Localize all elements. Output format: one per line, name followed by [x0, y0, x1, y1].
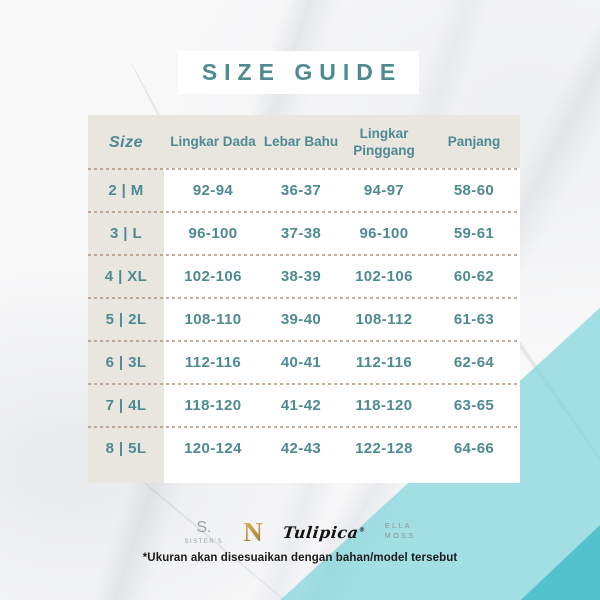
lebar-bahu-cell: 36-37	[280, 182, 322, 199]
lingkar-pinggang-cell: 108-112	[355, 311, 413, 328]
lingkar-pinggang-cell: 118-120	[355, 397, 413, 414]
sisters-logo	[184, 520, 223, 545]
sisters-mark: S.	[196, 518, 212, 536]
lingkar-dada-cell: 108-110	[184, 311, 242, 328]
size-table	[88, 115, 520, 483]
header-size: Size	[108, 133, 143, 151]
table-header-row	[88, 115, 520, 168]
size-cell: 8 | 5L	[105, 440, 147, 457]
gold-monogram-icon: N	[243, 516, 263, 547]
lingkar-dada-cell: 120-124	[184, 440, 242, 457]
ella-line2: MOSS	[384, 533, 416, 540]
lingkar-dada-cell: 102-106	[184, 268, 242, 285]
lingkar-pinggang-cell: 112-116	[355, 354, 413, 371]
lingkar-pinggang-cell: 96-100	[359, 225, 409, 242]
lingkar-dada-cell: 96-100	[188, 225, 238, 242]
lebar-bahu-cell: 38-39	[280, 268, 322, 285]
brand-logos	[0, 512, 600, 552]
header-panjang: Panjang	[447, 134, 501, 150]
table-row	[88, 299, 520, 340]
panjang-cell: 60-62	[453, 268, 495, 285]
tulipica-name: Tulipica	[281, 522, 360, 542]
tulipica-logo	[282, 523, 366, 542]
panjang-cell: 58-60	[453, 182, 495, 199]
table-row	[88, 213, 520, 254]
lingkar-dada-cell: 112-116	[184, 354, 242, 371]
size-cell: 6 | 3L	[105, 354, 147, 371]
header-lingkar-dada: Lingkar Dada	[170, 134, 256, 150]
size-cell: 2 | M	[108, 182, 144, 199]
registered-mark-icon: ®	[358, 526, 366, 534]
table-row	[88, 428, 520, 469]
table-row	[88, 170, 520, 211]
table-row	[88, 385, 520, 426]
sisters-name: SISTER'S	[184, 538, 224, 545]
size-cell: 7 | 4L	[105, 397, 147, 414]
table-row	[88, 342, 520, 383]
header-lebar-bahu: Lebar Bahu	[263, 134, 339, 150]
size-cell: 3 | L	[109, 225, 143, 242]
lebar-bahu-cell: 37-38	[280, 225, 322, 242]
lingkar-dada-cell: 118-120	[184, 397, 242, 414]
header-lingkar-pinggang: Lingkar Pinggang	[353, 125, 415, 158]
title-banner	[178, 51, 419, 94]
lebar-bahu-cell: 41-42	[280, 397, 322, 414]
footnote: *Ukuran akan disesuaikan dengan bahan/model tersebut	[142, 552, 458, 564]
lingkar-pinggang-cell: 102-106	[355, 268, 413, 285]
lebar-bahu-cell: 42-43	[280, 440, 322, 457]
size-cell: 4 | XL	[104, 268, 148, 285]
ella-moss-logo	[385, 522, 416, 543]
panjang-cell: 61-63	[453, 311, 495, 328]
page-title: SIZE GUIDE	[201, 59, 403, 85]
lingkar-pinggang-cell: 122-128	[355, 440, 413, 457]
lingkar-dada-cell: 92-94	[192, 182, 234, 199]
panjang-cell: 64-66	[453, 440, 495, 457]
table-row	[88, 256, 520, 297]
size-cell: 5 | 2L	[105, 311, 147, 328]
lebar-bahu-cell: 39-40	[280, 311, 322, 328]
panjang-cell: 63-65	[453, 397, 495, 414]
panjang-cell: 59-61	[453, 225, 495, 242]
lebar-bahu-cell: 40-41	[280, 354, 322, 371]
panjang-cell: 62-64	[453, 354, 495, 371]
ella-line1: ELLA	[384, 522, 413, 530]
lingkar-pinggang-cell: 94-97	[363, 182, 405, 199]
